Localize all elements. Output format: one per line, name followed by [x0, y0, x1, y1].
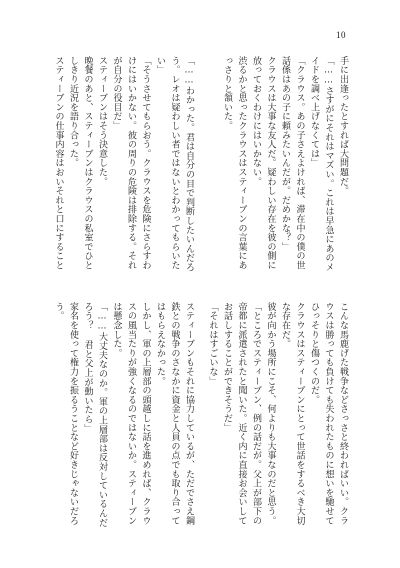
page-number: 10 — [336, 30, 346, 40]
text-block-top-left: 「……わかった。君は自分の目で判断したいんだろう。レオは疑わしい者ではないとわかってもらいたい」 「そうさせてもらおう。クラウスを危険にさらすわけにはいかない。彼の周りの危険は排除する。それが自分の役目だ」 スティーブンはそう決意した。 晩餐のあと、スティーブンはクラウスの私室でひとしきり近況を語り合った。 スティーブンの仕事内容はおいそれと口にすること — [53, 56, 194, 272]
text-block-top-right: 手に出逢ったとすれば大問題だ。 「……さすがにそれはマズい。これは早急にあのメイドを調べ上げなくては」 「クラウス。あの子さえよければ、滞在中の僕の世話係はあの子に頼みたいんだが。だめかな？」 クラウスは大事な友人だ。疑わしい存在を彼の側に放っておくわけにはいかない。 渋るかと思ったクラウスはスティーブンの言葉にあっさりと頷いた。 — [222, 56, 348, 272]
section-divider — [50, 290, 350, 291]
text-block-bottom-right: こんな馬鹿げた戦争などさっさと終わればいい。クラウスは勝っても負けても失われたものに想いを馳せてひっそりと傷つくのだ。 クラウスはスティーブンにとって世話をするべき大切な存在だ。 彼が向かう場所にこそ、何よりも大事なのだと思う。 「ところでスティーブン、例の話だが。父上が部下の帝都に派遣されたと聞いた。近く内に直接お会いしてお話しすることができそうだ」 「それはすごいな」 — [207, 302, 348, 526]
text-block-bottom-left: スティーブンもそれに協力しているが、ただでさえ鋼鉄との戦争のさなかに資金と人員の点でも取り合ってはもらえなかった。 しかし、軍の上層部の頭越しに話を進めれば、クラウスの風当たりが強くなるのではないか。スティーブンは懸念した。 「……大丈夫なのか。軍の上層部は反対しているんだろう？ 君と父上が動いたら」 家名を使って権力を振るうことなど好きじゃないだろう。 — [53, 302, 194, 528]
